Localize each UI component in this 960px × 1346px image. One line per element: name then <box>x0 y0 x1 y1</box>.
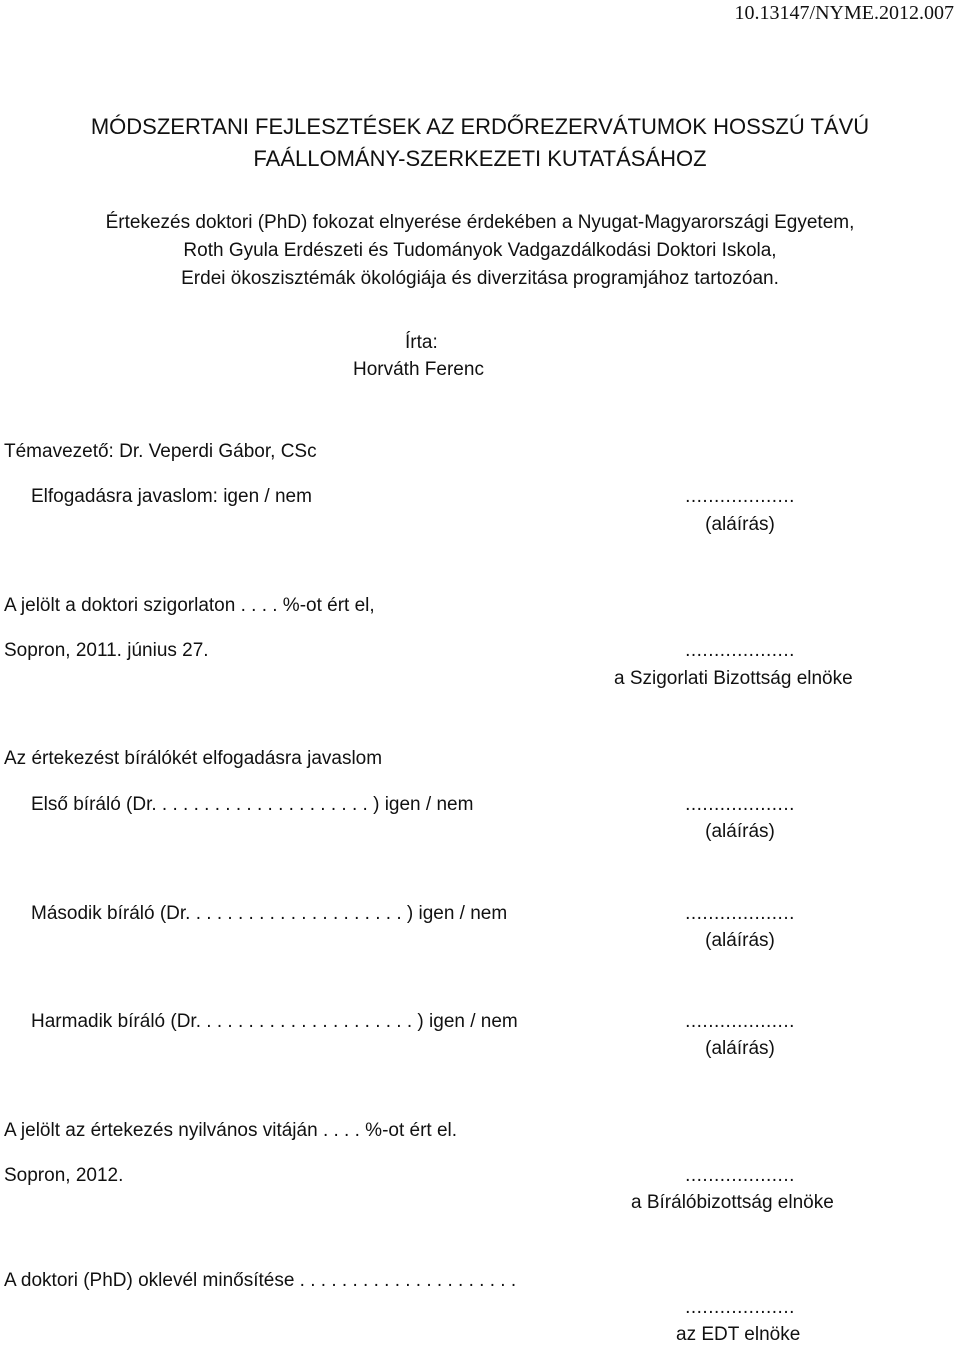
signature-dots: ................... <box>685 1297 795 1318</box>
acceptance-text: Elfogadásra javaslom: igen / nem <box>31 486 312 507</box>
title-line-1: MÓDSZERTANI FEJLESZTÉSEK AZ ERDŐREZERVÁTUMOK HOSSZÚ TÁVÚ <box>90 114 870 139</box>
exam-signature-label: a Szigorlati Bizottság elnöke <box>614 668 853 689</box>
signature-label: (aláírás) <box>705 821 775 842</box>
supervisor-line: Témavezető: Dr. Veperdi Gábor, CSc <box>4 441 317 462</box>
signature-dots: ................... <box>685 640 795 661</box>
diploma-text: A doktori (PhD) oklevél minősítése . . . . . . . . . . . . . . . . . . . . . <box>4 1270 517 1291</box>
signature-dots: ................... <box>685 903 795 924</box>
intro-line-1: Értekezés doktori (PhD) fokozat elnyerése érdekében a Nyugat-Magyarországi Egyetem, <box>105 212 855 233</box>
title-line-2: FAÁLLOMÁNY-SZERKEZETI KUTATÁSÁHOZ <box>253 146 707 171</box>
intro-line-3: Erdei ökoszisztémák ökológiája és diverzitása programjához tartozóan. <box>181 268 779 289</box>
signature-label: (aláírás) <box>705 514 775 535</box>
author-name: Horváth Ferenc <box>353 359 484 380</box>
exam-text: A jelölt a doktori szigorlaton . . . . %-ot ért el, <box>4 595 375 616</box>
diploma-signature-label: az EDT elnöke <box>676 1324 801 1345</box>
signature-dots: ................... <box>685 1011 795 1032</box>
second-reviewer-line: Második bíráló (Dr. . . . . . . . . . . . . . . . . . . . . ) igen / nem <box>31 903 508 924</box>
defense-text: A jelölt az értekezés nyilvános vitáján . . . . %-ot ért el. <box>4 1120 458 1141</box>
third-reviewer-line: Harmadik bíráló (Dr. . . . . . . . . . . . . . . . . . . . . ) igen / nem <box>31 1011 518 1032</box>
intro-line-2: Roth Gyula Erdészeti és Tudományok Vadgazdálkodási Doktori Iskola, <box>183 240 777 261</box>
signature-dots: ................... <box>685 486 795 507</box>
reviewers-intro: Az értekezést bírálókét elfogadásra javaslom <box>4 748 383 769</box>
doi-label: 10.13147/NYME.2012.007 <box>734 2 954 24</box>
signature-label: (aláírás) <box>705 930 775 951</box>
first-reviewer-line: Első bíráló (Dr. . . . . . . . . . . . . . . . . . . . . ) igen / nem <box>31 794 474 815</box>
author-label: Írta: <box>405 332 438 353</box>
defense-place-date: Sopron, 2012. <box>4 1165 124 1186</box>
signature-dots: ................... <box>685 794 795 815</box>
signature-dots: ................... <box>685 1165 795 1186</box>
signature-label: (aláírás) <box>705 1038 775 1059</box>
defense-signature-label: a Bírálóbizottság elnöke <box>631 1192 834 1213</box>
exam-place-date: Sopron, 2011. június 27. <box>4 640 209 661</box>
